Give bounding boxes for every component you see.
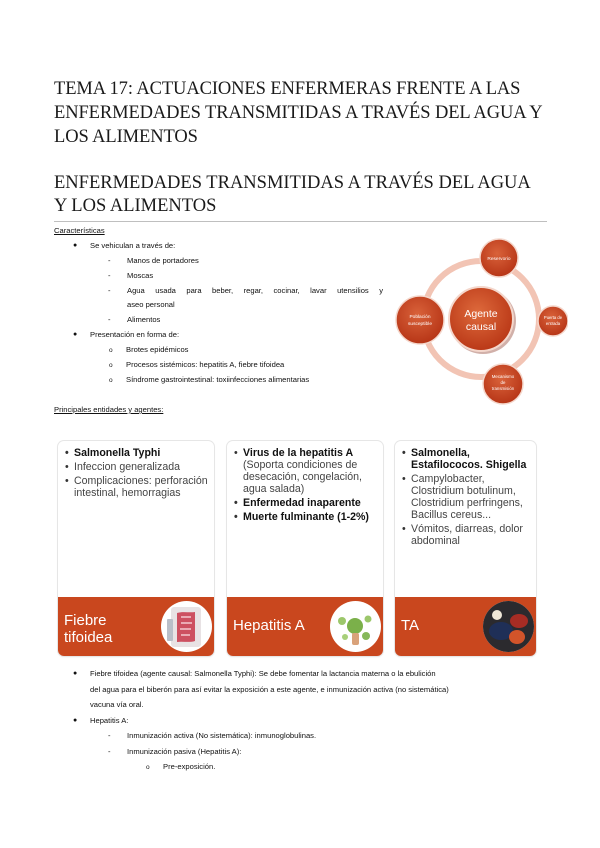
card-footer [58,597,214,656]
card-head: • Salmonella Typhi [65,447,210,459]
bullet-icon: ● [73,670,78,677]
card-footer-label [64,612,112,646]
dash-icon: - [108,271,111,280]
dash-icon: - [108,315,111,324]
caracteristicas-heading: Características [54,226,105,235]
list-item: Moscas [127,271,154,280]
list-item: Manos de portadores [127,256,199,265]
note-line: vacuna vía oral. [90,700,144,709]
card-item: • Complicaciones: perforación intestinal, hemorragias [65,475,210,499]
node-poblacion-label: Población [409,315,431,320]
list-item: Inmunización activa (No sistemática): inmunoglobulinas. [127,731,317,740]
list-item: Brotes epidémicos [126,345,189,354]
card-footer-label: Hepatitis A [233,617,305,634]
node-puerta-label: Puerta de [543,315,563,320]
list-item: Alimentos [127,315,161,324]
card-footer-line: tifoidea [64,629,113,646]
node-poblacion-susceptible [396,296,444,344]
center-node-label: Agente [464,308,498,320]
card-footer-line: Fiebre [64,612,107,629]
bullet-icon: ● [73,331,78,338]
circle-bullet-icon: o [109,377,113,384]
list-item: Procesos sistémicos: hepatitis A, fiebre tifoidea [126,360,285,369]
list-item: Inmunización pasiva (Hepatitis A): [127,747,242,756]
list-item: Agua usada para beber, regar, cocinar, lavar utensilios y [127,286,383,295]
list-item: Pre-exposición. [163,762,216,771]
entidades-heading: Principales entidades y agentes: [54,405,164,414]
node-mecanismo-label: Mecanismo [491,374,515,379]
card-item: • Vómitos, diarreas, dolor abdominal [402,523,532,547]
circle-bullet-icon: o [109,347,113,354]
card-footer-label: TA [401,617,420,634]
dash-icon: - [108,256,111,265]
dash-icon: - [108,286,111,295]
presentacion-label: Presentación en forma de: [90,330,180,339]
card-footer [395,597,536,656]
bullet-icon: ● [73,242,78,249]
note-line: Fiebre tifoidea (agente causal: Salmonella Typhi): Se debe fomentar la lactancia materna o la ebulición [90,669,436,678]
center-node-label: causal [465,321,497,333]
food-illustration-icon [483,601,534,652]
page-title: TEMA 17: ACTUACIONES ENFERMERAS FRENTE A LAS ENFERMEDADES TRANSMITIDAS A TRAVÉS DEL AGUA Y LOS ALIMENTOS [54,79,542,147]
card-hepatitis-a [227,441,383,656]
dash-icon: - [108,731,111,740]
node-puerta-label: entrada [545,321,561,326]
circle-bullet-icon: o [109,362,113,369]
card-head: Virus de la hepatitis A [243,447,354,459]
node-reservorio-label: Reservorio [487,257,511,262]
card-fiebre-tifoidea [58,441,214,656]
bullet-icon: ● [73,717,78,724]
card-head-block [234,447,379,495]
list-item-continuation: aseo personal [127,300,175,309]
chain-of-infection-diagram [393,232,568,407]
card-item: • Campylobacter, Clostridium botulinum, Clostridium perfringens, Bacillus cereus... [402,473,532,521]
card-item: • Muerte fulminante (1-2%) [234,511,379,523]
card-head: • Salmonella, Estafilococos. Shigella [402,447,532,471]
note-line: del agua para el biberón para así evitar la exposición a este agente, e inmunización activa (no sistemática) [90,685,449,694]
hepatitis-label: Hepatitis A: [90,716,129,725]
node-poblacion-label: susceptible [408,322,432,327]
card-footer [227,597,383,656]
circle-bullet-icon: o [146,764,150,771]
card-item: • Enfermedad inaparente [234,497,379,509]
card-head-rest: (Soporta condiciones de desecación, congelación, agua salada) [243,459,362,495]
vehiculan-label: Se vehiculan a través de: [90,241,176,250]
section-title: ENFERMEDADES TRANSMITIDAS A TRAVÉS DEL AGUA Y LOS ALIMENTOS [54,172,547,222]
node-mecanismo-label: de [500,380,506,385]
virus-illustration-icon [330,601,381,652]
card-ta [395,441,536,656]
card-item: • Infeccion generalizada [65,461,210,473]
node-mecanismo-label: transmisión [491,386,515,391]
list-item: Síndrome gastrointestinal: toxiinfecciones alimentarias [126,375,310,384]
dash-icon: - [108,747,111,756]
medical-illustration-icon [161,601,212,652]
notes-section [0,660,600,780]
